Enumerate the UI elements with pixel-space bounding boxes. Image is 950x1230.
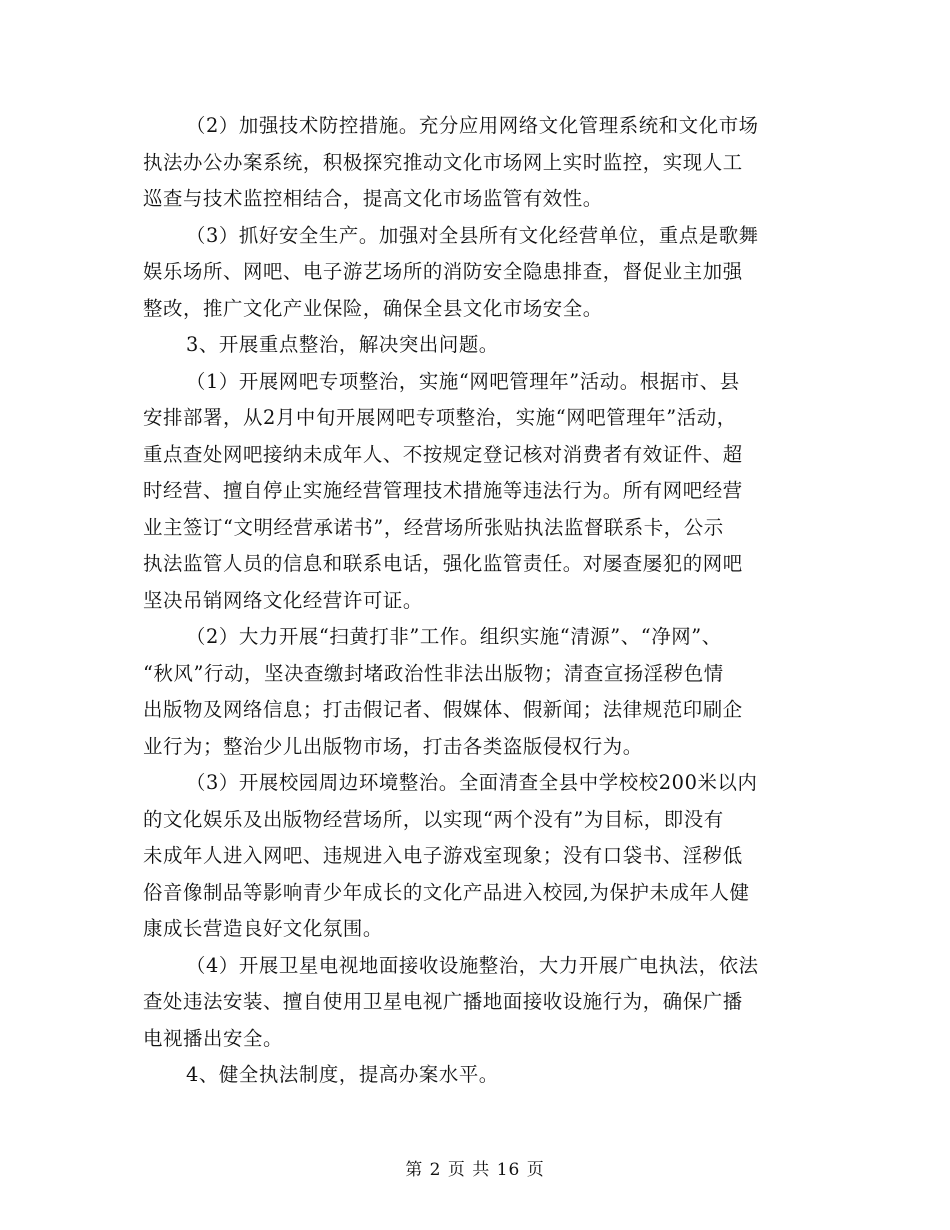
- section-heading: 3、开展重点整治，解决突出问题。: [186, 333, 499, 356]
- text-line: （1）开展网吧专项整治，实施“网吧管理年”活动。根据市、县: [186, 369, 740, 393]
- page-number-footer: 第 2 页 共 16 页: [405, 1160, 545, 1180]
- text-line: 时经营、擅自停止实施经营管理技术措施等违法行为。所有网吧经营: [143, 479, 743, 502]
- text-line: 业主签订“文明经营承诺书”，经营场所张贴执法监督联系卡，公示: [143, 515, 724, 539]
- text-line: 执法监管人员的信息和联系电话，强化监管责任。对屡查屡犯的网吧: [143, 552, 743, 575]
- text-line: 巡查与技术监控相结合，提高文化市场监管有效性。: [143, 187, 603, 210]
- text-line: 查处违法安装、擅自使用卫星电视广播地面接收设施行为，确保广播: [143, 990, 743, 1013]
- text-line: 整改，推广文化产业保险，确保全县文化市场安全。: [143, 296, 603, 320]
- text-line: （2）加强技术防控措施。充分应用网络文化管理系统和文化市场: [186, 114, 759, 137]
- text-line: 安排部署，从2月中旬开展网吧专项整治，实施“网吧管理年”活动，: [143, 406, 737, 429]
- text-line: 的文化娱乐及出版物经营场所，以实现“两个没有”为目标，即没有: [143, 807, 724, 831]
- document-body: [143, 108, 813, 1094]
- text-line: 业行为；整治少儿出版物市场，打击各类盗版侵权行为。: [143, 734, 643, 758]
- text-line: 电视播出安全。: [143, 1026, 283, 1050]
- text-line: （2）大力开展“扫黄打非”工作。组织实施“清源”、“净网”、: [186, 625, 722, 648]
- text-line: 娱乐场所、网吧、电子游艺场所的消防安全隐患排查，督促业主加强: [143, 260, 743, 283]
- text-line: 康成长营造良好文化氛围。: [143, 917, 383, 940]
- text-line: 出版物及网络信息；打击假记者、假媒体、假新闻；法律规范印刷企: [143, 698, 743, 721]
- section-heading: 4、健全执法制度，提高办案水平。: [186, 1063, 499, 1086]
- text-line: （3）抓好安全生产。加强对全县所有文化经营单位，重点是歌舞: [186, 223, 759, 247]
- text-line: 俗音像制品等影响青少年成长的文化产品进入校园,为保护未成年人健: [143, 880, 750, 904]
- text-line: （4）开展卫星电视地面接收设施整治，大力开展广电执法，依法: [186, 953, 759, 977]
- text-line: （3）开展校园周边环境整治。全面清查全县中学校校200米以内: [186, 771, 758, 794]
- text-line: 重点查处网吧接纳未成年人、不按规定登记核对消费者有效证件、超: [143, 442, 743, 466]
- text-line: 坚决吊销网络文化经营许可证。: [143, 588, 423, 612]
- text-line: 执法办公办案系统，积极探究推动文化市场网上实时监控，实现人工: [143, 150, 743, 174]
- text-line: “秋风”行动，坚决查缴封堵政治性非法出版物；清查宣扬淫秽色情: [143, 661, 724, 685]
- text-line: 未成年人进入网吧、违规进入电子游戏室现象；没有口袋书、淫秽低: [143, 844, 743, 867]
